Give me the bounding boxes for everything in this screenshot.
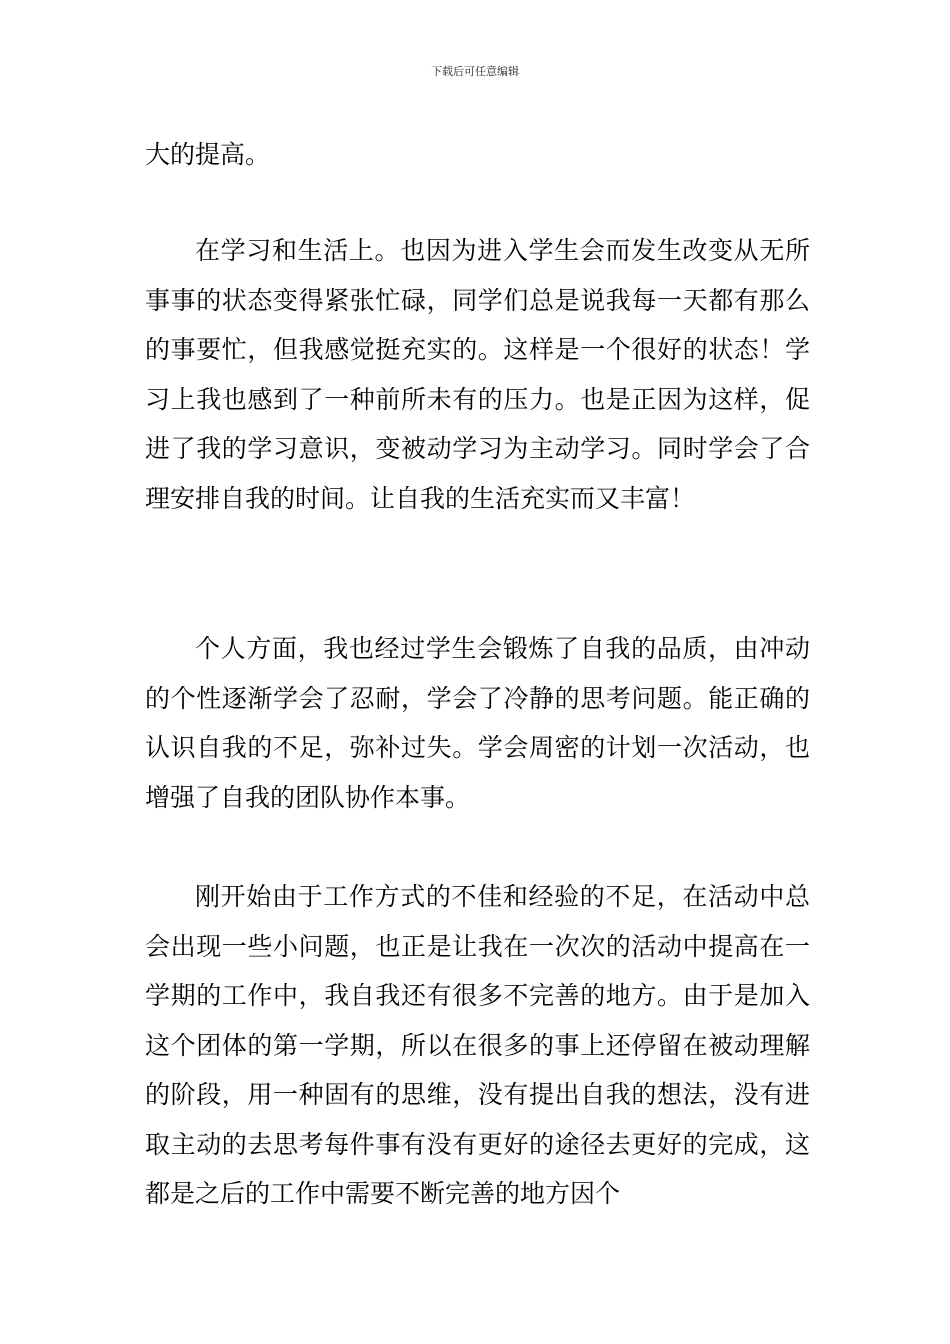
page-header: 下载后可任意编辑 [431,65,519,78]
paragraph-continuation: 大的提高。 [145,140,271,169]
paragraph-study-life: 在学习和生活上。也因为进入学生会而发生改变从无所事事的状态变得紧张忙碌，同学们总是说我每一天都有那么的事要忙，但我感觉挺充实的。这样是一个很好的状态！学习上我也感到了一种前所未有的压力。也是正因为这样，促进了我的学习意识，变被动学习为主动学习。同时学会了合理安排自我的时间。让自我的生活充实而又丰富！ [145,236,810,513]
paragraph-personal: 个人方面，我也经过学生会锻炼了自我的品质，由冲动的个性逐渐学会了忍耐，学会了冷静的思考问题。能正确的认识自我的不足，弥补过失。学会周密的计划一次活动，也增强了自我的团队协作本事。 [145,634,810,812]
paragraph-work-shortcomings: 刚开始由于工作方式的不佳和经验的不足，在活动中总会出现一些小问题，也正是让我在一次次的活动中提高在一学期的工作中，我自我还有很多不完善的地方。由于是加入这个团体的第一学期，所以在很多的事上还停留在被动理解的阶段，用一种固有的思维，没有提出自我的想法，没有进取主动的去思考每件事有没有更好的途径去更好的完成，这都是之后的工作中需要不断完善的地方因个 [145,882,810,1208]
